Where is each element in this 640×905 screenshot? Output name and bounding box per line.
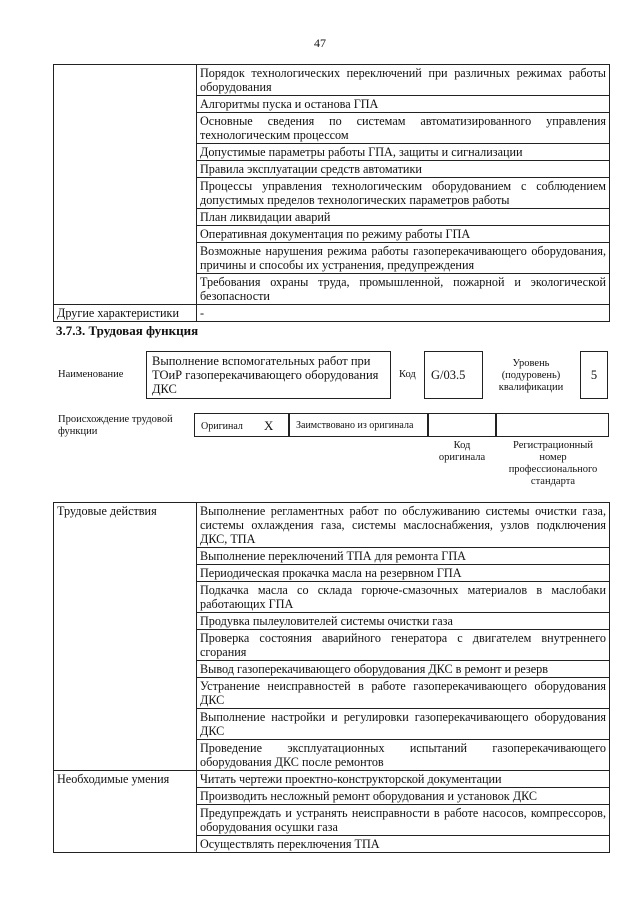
- name-label: Наименование: [58, 369, 124, 380]
- knowledge-table: [53, 64, 610, 322]
- labor-action-item: Выполнение регламентных работ по обслуживанию системы очистки газа, системы охлаждения газа, системы маслоснабжения, узлов подключения ДКС, ТПА: [197, 503, 610, 548]
- table-row: [54, 771, 610, 788]
- labor-action-item: Проверка состояния аварийного генератора с двигателем внутреннего сгорания: [197, 630, 610, 661]
- knowledge-item: Основные сведения по системам автоматизированного управления технологическим процессом: [197, 113, 610, 144]
- labor-action-item: Выполнение настройки и регулировки газоперекачивающего оборудования ДКС: [197, 709, 610, 740]
- labor-action-item: Продувка пылеуловителей системы очистки газа: [197, 613, 610, 630]
- other-characteristics-label: Другие характеристики: [54, 305, 197, 322]
- knowledge-item: Допустимые параметры работы ГПА, защиты и сигнализации: [197, 144, 610, 161]
- borrowed-label: Заимствовано из оригинала: [296, 420, 414, 431]
- table-row: [54, 65, 610, 96]
- original-mark: X: [264, 418, 274, 433]
- code-caption: Код оригинала: [438, 440, 486, 463]
- labor-action-item: Вывод газоперекачивающего оборудования ДКС в ремонт и резерв: [197, 661, 610, 678]
- origin-label: Происхождение трудовой функции: [58, 414, 173, 437]
- knowledge-item: Правила эксплуатации средств автоматики: [197, 161, 610, 178]
- original-code-box: [428, 413, 496, 437]
- skills-label: Необходимые умения: [54, 771, 197, 853]
- labor-actions-table: [53, 502, 610, 853]
- labor-action-item: Проведение эксплуатационных испытаний газоперекачивающего оборудования ДКС после ремонтов: [197, 740, 610, 771]
- code-value: G/03.5: [431, 368, 466, 382]
- borrowed-box: [289, 413, 428, 437]
- original-box: [194, 413, 289, 437]
- knowledge-item: Требования охраны труда, промышленной, пожарной и экологической безопасности: [197, 274, 610, 305]
- function-name-box: [146, 351, 391, 399]
- knowledge-item: Оперативная документация по режиму работы ГПА: [197, 226, 610, 243]
- page-number: 47: [314, 36, 326, 50]
- section-heading: 3.7.3. Трудовая функция: [56, 323, 199, 338]
- function-name: Выполнение вспомогательных работ при ТОиР газоперекачивающего оборудования ДКС: [152, 354, 379, 396]
- knowledge-item: План ликвидации аварий: [197, 209, 610, 226]
- skill-item: Производить несложный ремонт оборудования и установок ДКС: [197, 788, 610, 805]
- code-label: Код: [399, 369, 416, 380]
- labor-action-item: Устранение неисправностей в работе газоперекачивающего оборудования ДКС: [197, 678, 610, 709]
- original-label: Оригинал: [201, 421, 243, 432]
- knowledge-item: Алгоритмы пуска и останова ГПА: [197, 96, 610, 113]
- table-row: [54, 305, 610, 322]
- skill-item: Осуществлять переключения ТПА: [197, 836, 610, 853]
- code-box: [424, 351, 483, 399]
- reg-number-box: [496, 413, 609, 437]
- empty-label-cell: [54, 65, 197, 305]
- table-row: [54, 503, 610, 548]
- level-value: 5: [590, 368, 598, 382]
- labor-actions-label: Трудовые действия: [54, 503, 197, 771]
- knowledge-item: Возможные нарушения режима работы газоперекачивающего оборудования, причины и способы их устранения, предупреждения: [197, 243, 610, 274]
- knowledge-item: Порядок технологических переключений при различных режимах работы оборудования: [197, 65, 610, 96]
- labor-action-item: Периодическая прокачка масла на резервном ГПА: [197, 565, 610, 582]
- reg-caption: Регистрационный номер профессионального стандарта: [508, 440, 598, 487]
- labor-action-item: Выполнение переключений ТПА для ремонта ГПА: [197, 548, 610, 565]
- other-characteristics-value: -: [197, 305, 610, 322]
- skill-item: Читать чертежи проектно-конструкторской документации: [197, 771, 610, 788]
- level-box: [580, 351, 608, 399]
- level-label: Уровень (подуровень) квалификации: [498, 358, 564, 393]
- skill-item: Предупреждать и устранять неисправности в работе насосов, компрессоров, оборудования осушки газа: [197, 805, 610, 836]
- labor-action-item: Подкачка масла со склада горюче-смазочных материалов в маслобаки работающих ГПА: [197, 582, 610, 613]
- knowledge-item: Процессы управления технологическим оборудованием с соблюдением допустимых пределов технологических параметров работы: [197, 178, 610, 209]
